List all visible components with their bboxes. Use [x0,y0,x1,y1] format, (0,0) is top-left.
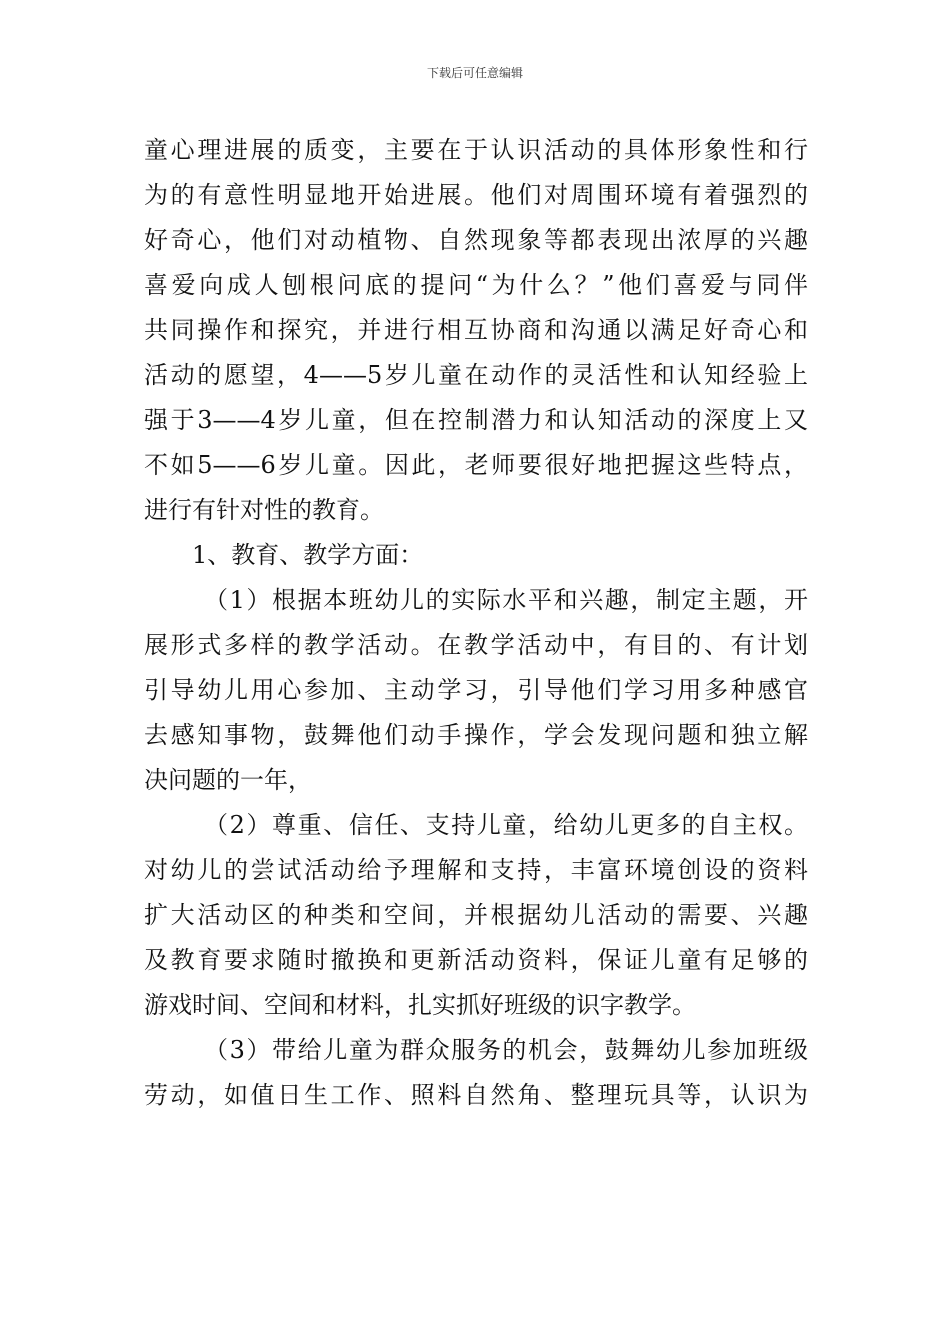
text-line: 引导幼儿用心参加、主动学习，引导他们学习用多种感官 [144,676,808,704]
text-line: 活动的愿望，4——5岁儿童在动作的灵活性和认知经验上 [144,361,808,389]
text-line: 不如5——6岁儿童。因此，老师要很好地把握这些特点， [144,451,808,479]
text-line: 喜爱向成人刨根问底的提问“为什么？”他们喜爱与同伴 [144,271,808,299]
text-line: （3）带给儿童为群众服务的机会，鼓舞幼儿参加班级 [204,1036,808,1064]
text-line: 及教育要求随时撤换和更新活动资料，保证儿童有足够的 [144,946,808,974]
page-header: 下载后可任意编辑 [426,66,523,80]
text-line: 强于3——4岁儿童，但在控制潜力和认知活动的深度上又 [144,406,808,434]
text-line: 为的有意性明显地开始进展。他们对周围环境有着强烈的 [144,181,808,209]
text-line: 扩大活动区的种类和空间，并根据幼儿活动的需要、兴趣 [144,901,808,929]
text-line: 好奇心，他们对动植物、自然现象等都表现出浓厚的兴趣 [144,226,808,254]
document-body [144,128,808,1118]
text-line: 游戏时间、空间和材料，扎实抓好班级的识字教学。 [144,991,696,1019]
text-line: （1）根据本班幼儿的实际水平和兴趣，制定主题，开 [204,586,808,614]
text-line: 进行有针对性的教育。 [144,496,384,524]
text-line: 决问题的一年， [144,766,312,794]
text-line: 童心理进展的质变，主要在于认识活动的具体形象性和行 [144,136,808,164]
text-line: 共同操作和探究，并进行相互协商和沟通以满足好奇心和 [144,316,808,344]
text-line: 劳动，如值日生工作、照料自然角、整理玩具等，认识为 [144,1081,808,1109]
text-line: 1、教育、教学方面： [192,541,424,569]
text-line: 对幼儿的尝试活动给予理解和支持，丰富环境创设的资料 [144,856,808,884]
text-line: 展形式多样的教学活动。在教学活动中，有目的、有计划 [144,631,808,659]
text-line: （2）尊重、信任、支持儿童，给幼儿更多的自主权。 [204,811,808,839]
text-line: 去感知事物，鼓舞他们动手操作，学会发现问题和独立解 [144,721,808,749]
